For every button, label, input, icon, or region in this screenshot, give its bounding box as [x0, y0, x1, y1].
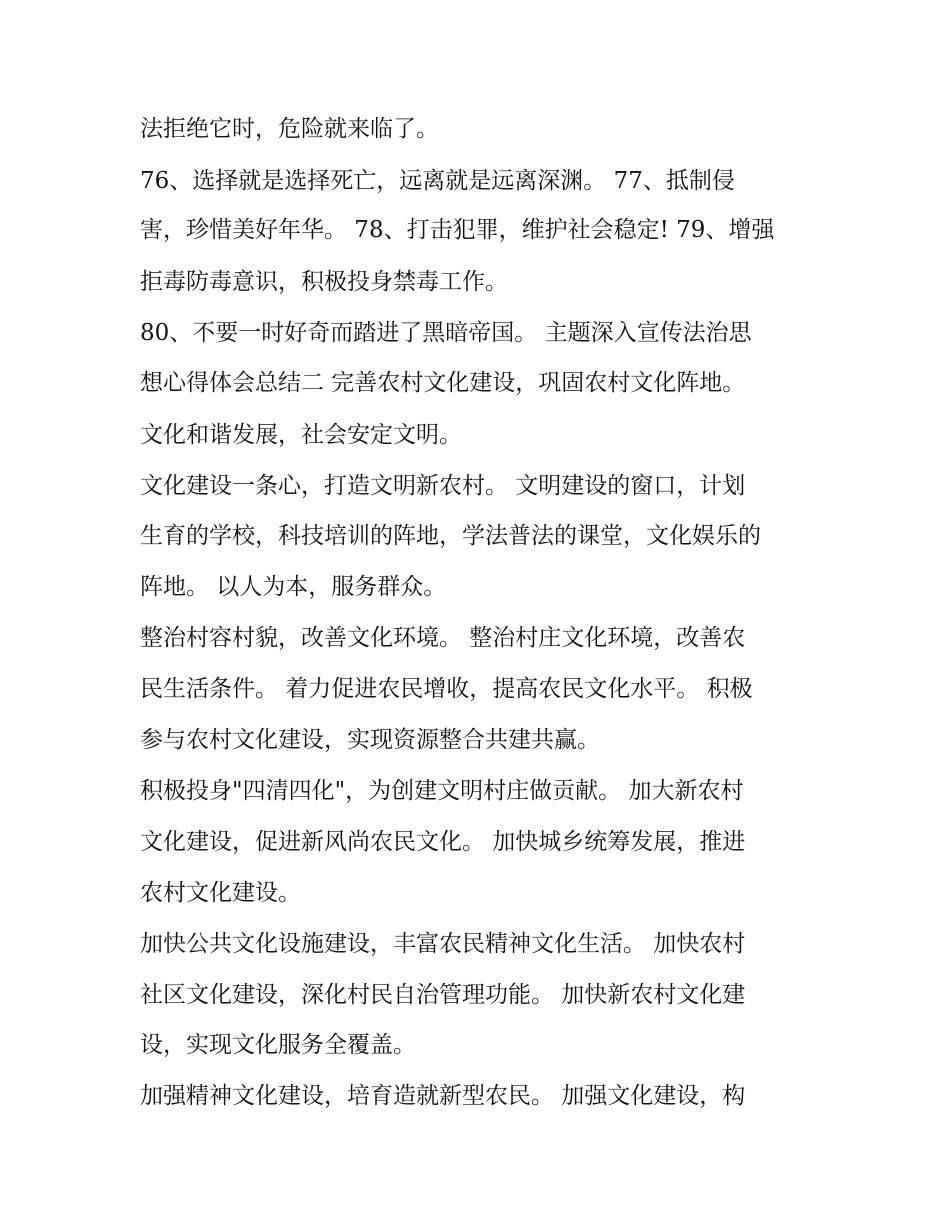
- text-line: 法拒绝它时，危险就来临了。: [140, 116, 439, 142]
- text-line: 社区文化建设，深化村民自治管理功能。 加快新农村文化建: [140, 982, 746, 1008]
- text-line: 民生活条件。 着力促进农民增收，提高农民文化水平。 积极: [140, 676, 753, 702]
- text-line: 76、选择就是选择死亡，远离就是远离深渊。 77、抵制侵: [140, 168, 735, 194]
- text-line: 阵地。 以人为本，服务群众。: [140, 574, 447, 600]
- text-line: 加强精神文化建设，培育造就新型农民。 加强文化建设，构: [140, 1083, 746, 1109]
- text-line: 加快公共文化设施建设，丰富农民精神文化生活。 加快农村: [140, 931, 746, 957]
- text-line: 农村文化建设。: [140, 880, 301, 906]
- text-line: 想心得体会总结二 完善农村文化建设，巩固农村文化阵地。: [140, 370, 746, 396]
- text-line: 积极投身"四清四化"，为创建文明村庄做贡献。 加大新农村: [140, 778, 744, 804]
- text-line: 整治村容村貌，改善文化环境。 整治村庄文化环境，改善农: [140, 625, 746, 651]
- text-line: 生育的学校，科技培训的阵地，学法普法的课堂，文化娱乐的: [140, 523, 761, 549]
- text-line: 参与农村文化建设，实现资源整合共建共赢。: [140, 727, 600, 753]
- text-line: 80、不要一时好奇而踏进了黑暗帝国。 主题深入宣传法治思: [140, 320, 752, 346]
- text-line: 设，实现文化服务全覆盖。: [140, 1032, 416, 1058]
- text-line: 拒毒防毒意识，积极投身禁毒工作。: [140, 269, 508, 295]
- text-line: 文化建设一条心，打造文明新农村。 文明建设的窗口，计划: [140, 473, 746, 499]
- text-line: 害，珍惜美好年华。 78、打击犯罪，维护社会稳定! 79、增强: [140, 217, 775, 243]
- text-line: 文化建设，促进新风尚农民文化。 加快城乡统筹发展，推进: [140, 829, 746, 855]
- text-line: 文化和谐发展，社会安定文明。: [140, 422, 462, 448]
